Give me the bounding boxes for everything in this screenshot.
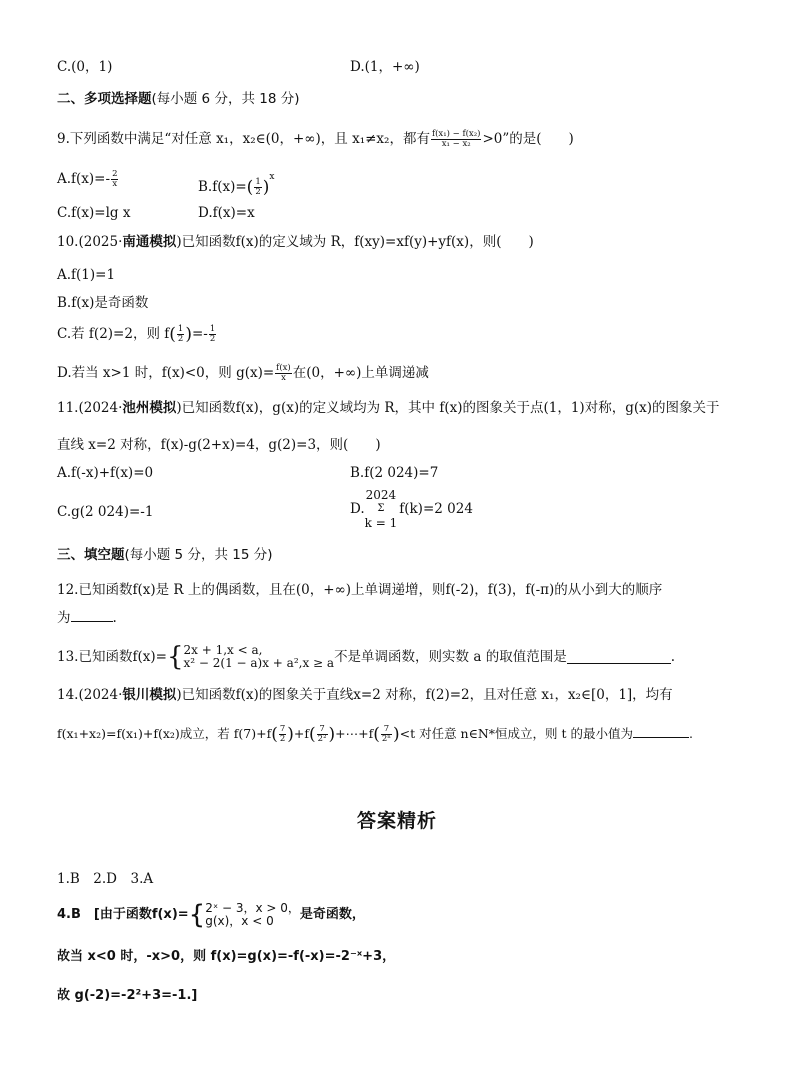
- q10-prefix: 10.(2025·: [57, 234, 123, 250]
- q12-stem: 12.已知函数f(x)是 R 上的偶函数，且在(0，+∞)上单调递增，则f(-2)，f(3)，f(-π)的从小到大的顺序: [57, 582, 663, 598]
- q9-option-d: D.f(x)=x: [198, 205, 255, 221]
- q10-option-c-eq: =-: [191, 326, 208, 342]
- q13-case1: 2x + 1,x < a,: [183, 643, 263, 657]
- q10-option-a: A.f(1)=1: [57, 267, 116, 283]
- frac-den: 2: [177, 334, 184, 344]
- frac-num: 1: [255, 177, 261, 187]
- q9-option-b: [198, 168, 274, 197]
- answers-line1: 1.B 2.D 3.A: [57, 871, 154, 887]
- q10-stem-text: )已知函数f(x)的定义域为 R，f(xy)=xf(y)+yf(x)，则( ): [176, 234, 534, 250]
- q14-end: .: [689, 726, 693, 741]
- q13-text2: 不是单调函数，则实数 a 的取值范围是: [334, 649, 567, 665]
- paren-close: ): [262, 177, 270, 198]
- q13-case2: x² − 2(1 − a)x + a²,x ≥ a: [183, 656, 335, 670]
- q10-option-c-frac1: [177, 325, 184, 344]
- paren-open: (: [271, 724, 278, 745]
- section-2-heading: [57, 90, 299, 108]
- answers-q4-line2: 故当 x<0 时，-x>0，则 f(x)=g(x)=-f(-x)=-2⁻ˣ+3，: [57, 949, 396, 964]
- q14-answer-blank[interactable]: [633, 725, 689, 738]
- q11-option-d-end: f(k)=2 024: [399, 501, 473, 517]
- q13-stem: [57, 644, 675, 670]
- q8-option-c: C.(0，1): [57, 59, 113, 75]
- frac-den: 2: [255, 187, 261, 197]
- answers-q4-case1: 2ˣ − 3，x > 0，: [205, 901, 300, 915]
- q11-option-c: C.g(2 024)=-1: [57, 504, 154, 520]
- frac-den: x: [281, 373, 286, 383]
- section-3-note: (每小题 5 分，共 15 分): [124, 547, 273, 563]
- q10-option-d-frac: [275, 364, 292, 383]
- q10-option-d-end: 在(0，+∞)上单调递减: [292, 365, 429, 381]
- q10-option-b: B.f(x)是奇函数: [57, 295, 149, 311]
- q11-option-b: B.f(2 024)=7: [350, 465, 439, 481]
- q11-option-d: [350, 488, 473, 530]
- q9-option-b-text: B.f(x)=: [198, 179, 247, 195]
- q11-stem-text: )已知函数f(x)，g(x)的定义域均为 R，其中 f(x)的图象关于点(1，1)对称，g(x)的图象关于: [176, 400, 720, 416]
- q12-stem-line2: [57, 609, 117, 627]
- frac-den: 2: [279, 734, 286, 744]
- q14-line2: [57, 725, 693, 744]
- q14-stem-text: )已知函数f(x)的图象关于直线x=2 对称，f(2)=2，且对任意 x₁，x₂∈[0，1]，均有: [176, 687, 673, 703]
- sigma-symbol: Σ: [377, 503, 385, 514]
- q13-end: .: [670, 649, 675, 665]
- q11-stem-line2: 直线 x=2 对称，f(x)-g(2+x)=4，g(2)=3，则( ): [57, 437, 381, 453]
- paren-open: (: [246, 177, 254, 198]
- frac-num: 1: [209, 324, 216, 334]
- q14-dots: +⋯+f: [335, 726, 374, 741]
- paren-open: (: [309, 724, 316, 745]
- q14-frac3: [381, 725, 392, 744]
- paren-close: ): [185, 324, 192, 345]
- paren-close: ): [328, 724, 336, 745]
- q11-stem: [57, 399, 719, 417]
- q10-option-c-frac2: [209, 325, 216, 344]
- q11-summation: [365, 488, 398, 530]
- answers-q4-text2: 是奇函数，: [299, 907, 365, 922]
- q11-option-a: A.f(-x)+f(x)=0: [57, 465, 154, 481]
- q11-source: 池州模拟: [122, 400, 177, 416]
- q9-stem-end: >0”的是( ): [482, 131, 574, 147]
- q13-text: 13.已知函数f(x)=: [57, 649, 167, 665]
- q14-stem: [57, 686, 673, 704]
- frac-den: 2: [209, 334, 216, 344]
- q10-option-d-text: D.若当 x>1 时，f(x)<0，则 g(x)=: [57, 365, 275, 381]
- frac-den: 2ⁿ: [381, 734, 391, 744]
- q9-option-a: [57, 170, 119, 189]
- q8-option-d: D.(1，+∞): [350, 59, 420, 75]
- q14-frac1: [279, 725, 286, 744]
- frac-num: 1: [177, 324, 184, 334]
- answers-q4-cases: [205, 902, 300, 928]
- left-brace: {: [188, 900, 206, 930]
- q14-frac2: [317, 725, 328, 744]
- q10-source: 南通模拟: [122, 234, 177, 250]
- paren-open: (: [373, 724, 380, 745]
- q14-text: f(x₁+x₂)=f(x₁)+f(x₂)成立，若 f(7)+f: [57, 726, 272, 741]
- q9-option-b-exponent: x: [269, 172, 275, 182]
- frac-den: x: [112, 179, 118, 189]
- q12-stem-wei: 为: [57, 610, 71, 626]
- paren-close: ): [392, 724, 400, 745]
- frac-den: 2²: [317, 734, 327, 744]
- frac-num: 2: [112, 169, 118, 179]
- q13-answer-blank[interactable]: [567, 651, 671, 664]
- section-2-title: 二、多项选择题: [57, 91, 152, 107]
- q14-text2: <t 对任意 n∈N*恒成立，则 t 的最小值为: [399, 726, 633, 741]
- q14-plus: +f: [293, 726, 310, 741]
- q9-option-a-frac: [111, 170, 118, 189]
- sum-upper: 2024: [365, 488, 397, 502]
- q14-prefix: 14.(2024·: [57, 687, 123, 703]
- paren-open: (: [169, 324, 176, 345]
- q11-option-d-label: D.: [350, 501, 365, 517]
- q9-option-c: C.f(x)=lg x: [57, 205, 131, 221]
- q9-option-b-frac: [254, 178, 261, 197]
- q10-option-d: [57, 364, 429, 383]
- q9-frac-num: f(x₁) − f(x₂): [431, 129, 481, 139]
- frac-num: 7: [381, 725, 392, 735]
- paren-close: ): [287, 724, 294, 745]
- answers-q4-case2: g(x)，x < 0: [205, 914, 274, 928]
- frac-num: 7: [317, 725, 328, 735]
- frac-num: f(x): [276, 363, 291, 373]
- section-3-title: 三、填空题: [57, 547, 125, 563]
- section-2-note: (每小题 6 分，共 18 分): [151, 91, 300, 107]
- left-brace: {: [166, 642, 184, 672]
- q10-option-c-text: C.若 f(2)=2，则 f: [57, 326, 170, 342]
- q9-fraction: [431, 130, 482, 149]
- q9-frac-den: x₁ − x₂: [441, 139, 471, 149]
- q12-end: .: [112, 610, 117, 626]
- q13-cases: [183, 644, 334, 670]
- q10-stem: [57, 233, 534, 251]
- q9-stem-text: 9.下列函数中满足“对任意 x₁，x₂∈(0，+∞)，且 x₁≠x₂，都有: [57, 131, 430, 147]
- q10-option-c: [57, 325, 217, 344]
- q11-prefix: 11.(2024·: [57, 400, 123, 416]
- sum-lower: k = 1: [364, 516, 398, 530]
- q14-source: 银川模拟: [122, 687, 177, 703]
- answers-q4: [57, 902, 365, 928]
- q12-answer-blank[interactable]: [71, 609, 113, 622]
- answers-q4-text: 4.B [由于函数f(x)=: [57, 907, 189, 922]
- q9-stem: [57, 130, 574, 149]
- answers-q4-line3: 故 g(-2)=-2²+3=-1.]: [57, 988, 198, 1003]
- answers-title: 答案精析: [356, 810, 437, 832]
- q9-option-a-text: A.f(x)=-: [57, 171, 111, 187]
- section-3-heading: [57, 546, 272, 564]
- frac-num: 7: [279, 724, 286, 734]
